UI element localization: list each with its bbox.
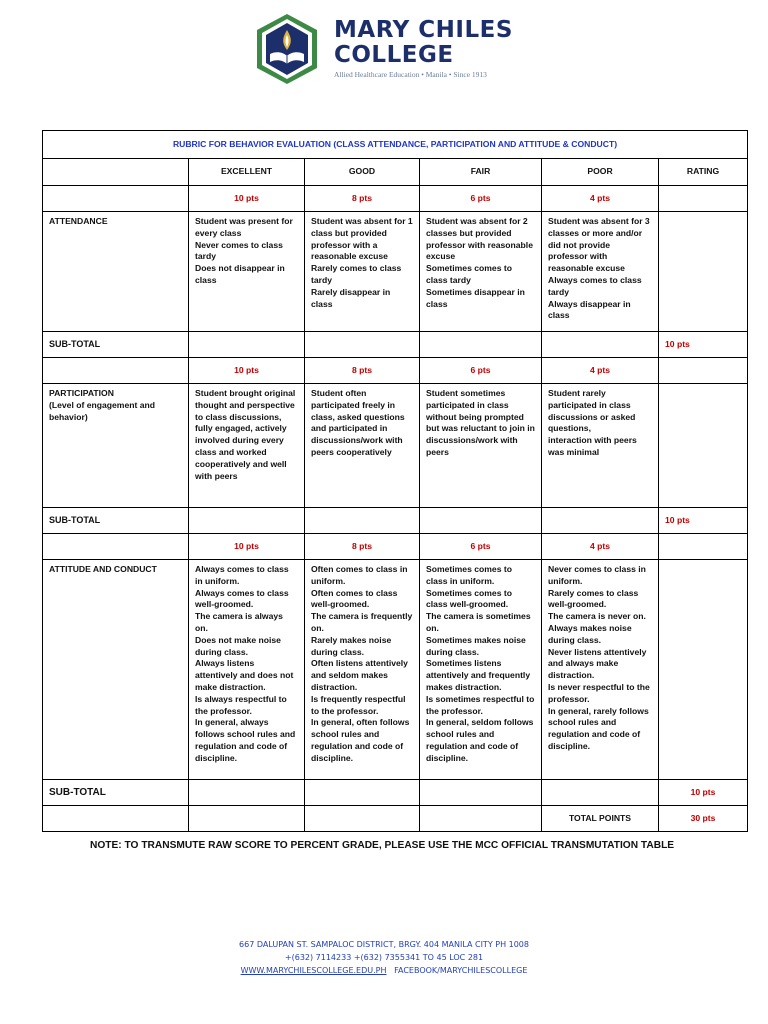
- total-row: [43, 806, 748, 832]
- subtotal-blank-cell: [542, 332, 659, 358]
- descriptor-cell: [305, 560, 420, 780]
- descriptor-line: Student sometimes participated in class without being prompted but was reluctant to join in discussions/work with peers: [426, 388, 535, 457]
- points-cell: 4 pts: [542, 358, 659, 384]
- college-name-line1: MARY CHILES: [334, 17, 513, 43]
- descriptor-line: Rarely makes noise during class.: [311, 634, 392, 657]
- rubric-title: RUBRIC FOR BEHAVIOR EVALUATION (CLASS ATTENDANCE, PARTICIPATION AND ATTITUDE & CONDUCT): [43, 131, 748, 159]
- subtotal-blank-cell: [305, 780, 420, 806]
- descriptor-cell: [420, 560, 542, 780]
- header-rating: RATING: [659, 159, 748, 186]
- descriptor-cell: [305, 384, 420, 508]
- descriptor-cell: [189, 212, 305, 332]
- descriptor-line: Student was present for every class: [195, 216, 293, 238]
- descriptor-line: Sometimes comes to class in uniform.: [426, 564, 512, 586]
- descriptor-line: In general, often follows school rules and regulation and code of discipline.: [311, 717, 410, 763]
- descriptor-cell: [542, 212, 659, 332]
- column-header-row: [43, 159, 748, 186]
- criterion-label: [43, 560, 189, 780]
- header-blank-cell: [43, 159, 189, 186]
- criteria-row-attendance: [43, 212, 748, 332]
- subtotal-blank-cell: [189, 508, 305, 534]
- descriptor-line: interaction with peers was minimal: [548, 435, 637, 457]
- descriptor-line: Does not disappear in class: [195, 263, 285, 285]
- rating-blank-cell: [659, 358, 748, 384]
- subtotal-blank-cell: [420, 332, 542, 358]
- descriptor-line: Never listens attentively and always make distraction.: [548, 646, 647, 681]
- college-logo: [254, 12, 534, 92]
- header-good: GOOD: [305, 159, 420, 186]
- total-blank-cell: [43, 806, 189, 832]
- points-cell: 10 pts: [189, 358, 305, 384]
- rating-blank-cell: [659, 534, 748, 560]
- college-tagline: Allied Healthcare Education • Manila • Since 1913: [334, 70, 487, 79]
- criteria-row-participation: [43, 384, 748, 508]
- points-blank-cell: [43, 358, 189, 384]
- points-cell: 8 pts: [305, 534, 420, 560]
- descriptor-line: The camera is never on.: [548, 611, 646, 622]
- criterion-label-line: PARTICIPATION: [49, 388, 114, 398]
- points-cell: 6 pts: [420, 534, 542, 560]
- descriptor-line: Always makes noise during class.: [548, 622, 632, 645]
- subtotal-blank-cell: [420, 780, 542, 806]
- total-points-value: 30 pts: [659, 806, 748, 832]
- criterion-label-line: ATTITUDE AND CONDUCT: [49, 564, 157, 574]
- descriptor-cell: [542, 560, 659, 780]
- points-cell: 4 pts: [542, 534, 659, 560]
- descriptor-line: Rarely comes to class tardy: [311, 263, 402, 285]
- descriptor-line: Is sometimes respectful to the professor.: [426, 693, 535, 716]
- rating-blank-cell: [659, 186, 748, 212]
- descriptor-line: Does not make noise during class.: [195, 634, 281, 657]
- criterion-label: [43, 384, 189, 508]
- descriptor-line: The camera is frequently on.: [311, 611, 413, 633]
- descriptor-line: Often comes to class in uniform.: [311, 564, 408, 586]
- points-cell: 8 pts: [305, 358, 420, 384]
- subtotal-blank-cell: [420, 508, 542, 534]
- descriptor-line: Student brought original thought and perspective to class discussions, fully engaged, actively involved during every class and worked cooperatively and well with peers: [195, 388, 296, 481]
- points-cell: 6 pts: [420, 358, 542, 384]
- descriptor-line: Student rarely participated in class discussions or asked questions,: [548, 388, 636, 434]
- points-cell: 4 pts: [542, 186, 659, 212]
- subtotal-row: [43, 332, 748, 358]
- total-blank-cell: [305, 806, 420, 832]
- subtotal-row: [43, 508, 748, 534]
- descriptor-cell: [420, 384, 542, 508]
- criterion-label: [43, 212, 189, 332]
- criterion-label-line: (Level of engagement and behavior): [49, 399, 156, 422]
- descriptor-line: Sometimes comes to class well-groomed.: [426, 587, 512, 610]
- descriptor-line: Always comes to class in uniform.: [195, 564, 289, 586]
- descriptor-line: The camera is always on.: [195, 611, 283, 633]
- descriptor-line: In general, rarely follows school rules and regulation and code of discipline.: [548, 705, 649, 751]
- total-blank-cell: [189, 806, 305, 832]
- points-blank-cell: [43, 186, 189, 212]
- descriptor-cell: [420, 212, 542, 332]
- descriptor-line: In general, always follows school rules and regulation and code of discipline.: [195, 717, 296, 763]
- subtotal-label: SUB-TOTAL: [43, 332, 189, 358]
- college-crest-icon: [254, 12, 320, 86]
- rating-cell: [659, 212, 748, 332]
- points-row: [43, 358, 748, 384]
- points-cell: 10 pts: [189, 534, 305, 560]
- criterion-label-line: ATTENDANCE: [49, 216, 108, 226]
- footer-links: [0, 964, 768, 977]
- subtotal-rating: 10 pts: [659, 332, 748, 358]
- rubric-sections: [43, 186, 748, 806]
- page-footer: [0, 938, 768, 977]
- points-row: [43, 534, 748, 560]
- descriptor-cell: [189, 384, 305, 508]
- descriptor-line: The camera is sometimes on.: [426, 611, 531, 633]
- descriptor-line: Sometimes disappear in class: [426, 286, 525, 309]
- descriptor-line: In general, seldom follows school rules and regulation and code of discipline.: [426, 717, 534, 763]
- subtotal-blank-cell: [542, 508, 659, 534]
- header-excellent: EXCELLENT: [189, 159, 305, 186]
- subtotal-rating: 10 pts: [659, 780, 748, 806]
- descriptor-line: Sometimes comes to class tardy: [426, 263, 512, 285]
- points-cell: 8 pts: [305, 186, 420, 212]
- subtotal-blank-cell: [305, 508, 420, 534]
- subtotal-blank-cell: [542, 780, 659, 806]
- subtotal-label: SUB-TOTAL: [43, 780, 189, 806]
- criteria-row-attitude-conduct: [43, 560, 748, 780]
- points-blank-cell: [43, 534, 189, 560]
- descriptor-line: Student was absent for 2 classes but provided professor with reasonable excuse: [426, 216, 533, 262]
- rating-cell: [659, 384, 748, 508]
- facebook-link[interactable]: FACEBOOK/MARYCHILESCOLLEGE: [394, 966, 528, 975]
- descriptor-line: Student was absent for 3 classes or more and/or did not provide professor with reasonable excuse: [548, 216, 650, 274]
- website-link[interactable]: WWW.MARYCHILESCOLLEGE.EDU.PH: [240, 966, 387, 975]
- descriptor-line: Student often participated freely in class, asked questions and participated in discussions/work with peers cooperatively: [311, 388, 405, 457]
- descriptor-cell: [542, 384, 659, 508]
- descriptor-line: Never comes to class tardy: [195, 239, 283, 262]
- descriptor-line: Never comes to class in uniform.: [548, 564, 646, 586]
- subtotal-rating: 10 pts: [659, 508, 748, 534]
- descriptor-line: Always comes to class tardy: [548, 274, 642, 297]
- descriptor-line: Often listens attentively and seldom makes distraction.: [311, 658, 408, 692]
- descriptor-line: Rarely comes to class well-groomed.: [548, 587, 639, 610]
- footer-phone: +(632) 7114233 +(632) 7355341 TO 45 LOC 281: [284, 953, 484, 962]
- subtotal-row: [43, 780, 748, 806]
- header-fair: FAIR: [420, 159, 542, 186]
- college-name-line2: COLLEGE: [334, 42, 454, 68]
- subtotal-blank-cell: [189, 780, 305, 806]
- rating-cell: [659, 560, 748, 780]
- total-points-label: TOTAL POINTS: [542, 806, 659, 832]
- rubric-title-row: [43, 131, 748, 159]
- descriptor-line: Is frequently respectful to the professor.: [311, 693, 406, 716]
- descriptor-cell: [189, 560, 305, 780]
- subtotal-blank-cell: [305, 332, 420, 358]
- descriptor-line: Is always respectful to the professor.: [195, 693, 287, 716]
- descriptor-line: Rarely disappear in class: [311, 286, 391, 309]
- descriptor-cell: [305, 212, 420, 332]
- descriptor-line: Student was absent for 1 class but provided professor with a reasonable excuse: [311, 216, 413, 262]
- descriptor-line: Is never respectful to the professor.: [548, 681, 650, 704]
- footer-address: 667 DALUPAN ST. SAMPALOC DISTRICT, BRGY. 404 MANILA CITY PH 1008: [239, 940, 529, 949]
- descriptor-line: Always disappear in class: [548, 298, 631, 321]
- points-cell: 10 pts: [189, 186, 305, 212]
- header-poor: POOR: [542, 159, 659, 186]
- total-blank-cell: [420, 806, 542, 832]
- transmutation-note: NOTE: TO TRANSMUTE RAW SCORE TO PERCENT GRADE, PLEASE USE THE MCC OFFICIAL TRANSMUTATION TABLE: [90, 840, 675, 851]
- descriptor-line: Sometimes listens attentively and frequently makes distraction.: [426, 658, 531, 692]
- subtotal-blank-cell: [189, 332, 305, 358]
- descriptor-line: Always comes to class well-groomed.: [195, 587, 289, 610]
- descriptor-line: Sometimes makes noise during class.: [426, 634, 526, 657]
- behavior-rubric-table: [42, 130, 748, 832]
- points-cell: 6 pts: [420, 186, 542, 212]
- subtotal-label: SUB-TOTAL: [43, 508, 189, 534]
- points-row: [43, 186, 748, 212]
- descriptor-line: Always listens attentively and does not make distraction.: [195, 658, 294, 692]
- descriptor-line: Often comes to class well-groomed.: [311, 587, 398, 610]
